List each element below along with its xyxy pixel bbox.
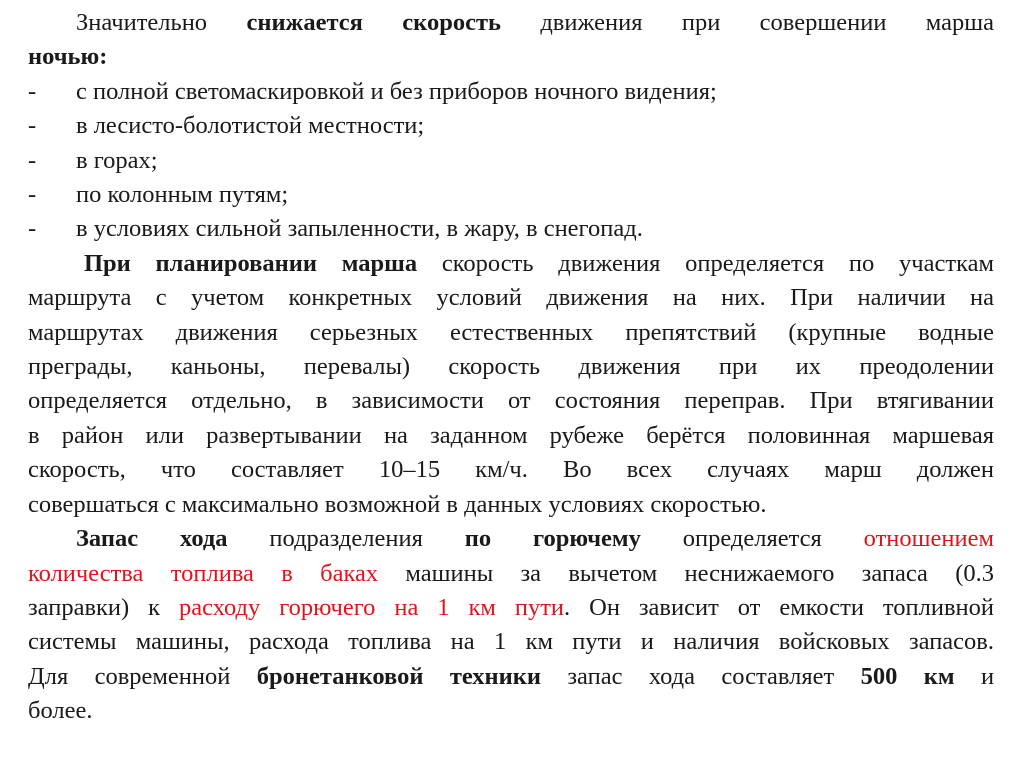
dash-marker: - <box>28 215 37 243</box>
paragraph-1-line-1 <box>28 6 994 40</box>
dash-marker: - <box>28 146 37 174</box>
list-item-text: по колонным путям; <box>76 181 289 209</box>
text-run: и <box>980 662 995 690</box>
dash-marker: - <box>28 112 37 140</box>
list-item <box>28 212 994 246</box>
paragraph-3-line-3 <box>28 591 994 625</box>
text-run: Значительно <box>76 9 208 36</box>
conditions-list <box>28 75 994 247</box>
text-run: машины за вычетом неснижаемого запаса (0.3 <box>405 559 994 587</box>
paragraph-3-line-5 <box>28 660 994 694</box>
text-run: подразделения <box>269 525 423 553</box>
paragraph-2-line: совершаться с максимально возможной в данных условиях скоростью. <box>28 490 767 518</box>
bold-phrase: 500 км <box>860 662 955 690</box>
list-item-text: с полной светомаскировкой и без приборов ночного видения; <box>76 77 717 105</box>
paragraph-1-line-2 <box>28 40 994 74</box>
paragraph-3-line-2 <box>28 557 994 591</box>
paragraph-2-line: в район или развертывании на заданном рубеже берётся половинная маршевая <box>28 421 994 449</box>
red-phrase: расходу горючего на 1 км пути <box>179 593 565 621</box>
paragraph-2-line: маршрутах движения серьезных естественных препятствий (крупные водные <box>28 318 994 346</box>
text-run: определяется <box>682 525 822 553</box>
paragraph-2-line: скорость, что составляет 10–15 км/ч. Во всех случаях марш должен <box>28 456 994 484</box>
text-run: скорость движения определяется по участкам <box>441 249 994 277</box>
bold-phrase: по горючему <box>464 525 641 553</box>
text-run: запас хода составляет <box>567 662 835 690</box>
paragraph-3-line-4: системы машины, расхода топлива на 1 км пути и наличия войсковых запасов. <box>28 628 994 656</box>
paragraph-2-line: преграды, каньоны, перевалы) скорость движения при их преодолении <box>28 353 994 381</box>
list-item-text: в условиях сильной запыленности, в жару, в снегопад. <box>76 215 643 243</box>
red-phrase: количества топлива в баках <box>28 559 379 587</box>
text-run: движения при совершении марша <box>540 9 995 36</box>
paragraph-3-line-1 <box>28 522 994 556</box>
paragraph-3-line-6: более. <box>28 697 93 725</box>
list-item-text: в лесисто-болотистой местности; <box>76 112 425 140</box>
list-item <box>28 144 994 178</box>
bold-phrase: Запас хода <box>76 525 228 553</box>
list-item <box>28 178 994 212</box>
paragraph-2-line: определяется отдельно, в зависимости от состояния переправ. При втягивании <box>28 387 994 415</box>
dash-marker: - <box>28 181 37 209</box>
list-item <box>28 109 994 143</box>
paragraph-2-line-1 <box>28 247 994 281</box>
bold-phrase: При планировании марша <box>84 249 418 277</box>
text-run: . Он зависит от емкости топливной <box>564 593 994 621</box>
text-run: заправки) к <box>28 593 161 621</box>
bold-phrase: бронетанковой техники <box>256 662 541 690</box>
text-block <box>28 6 994 729</box>
list-item <box>28 75 994 109</box>
list-item-text: в горах; <box>76 146 158 174</box>
bold-phrase: снижается скорость <box>246 9 501 36</box>
text-run: Для современной <box>28 662 231 690</box>
bold-phrase: ночью: <box>28 43 108 71</box>
red-phrase: отношением <box>863 525 995 553</box>
dash-marker: - <box>28 77 37 105</box>
paragraph-2-line: маршрута с учетом конкретных условий движения на них. При наличии на <box>28 284 994 312</box>
